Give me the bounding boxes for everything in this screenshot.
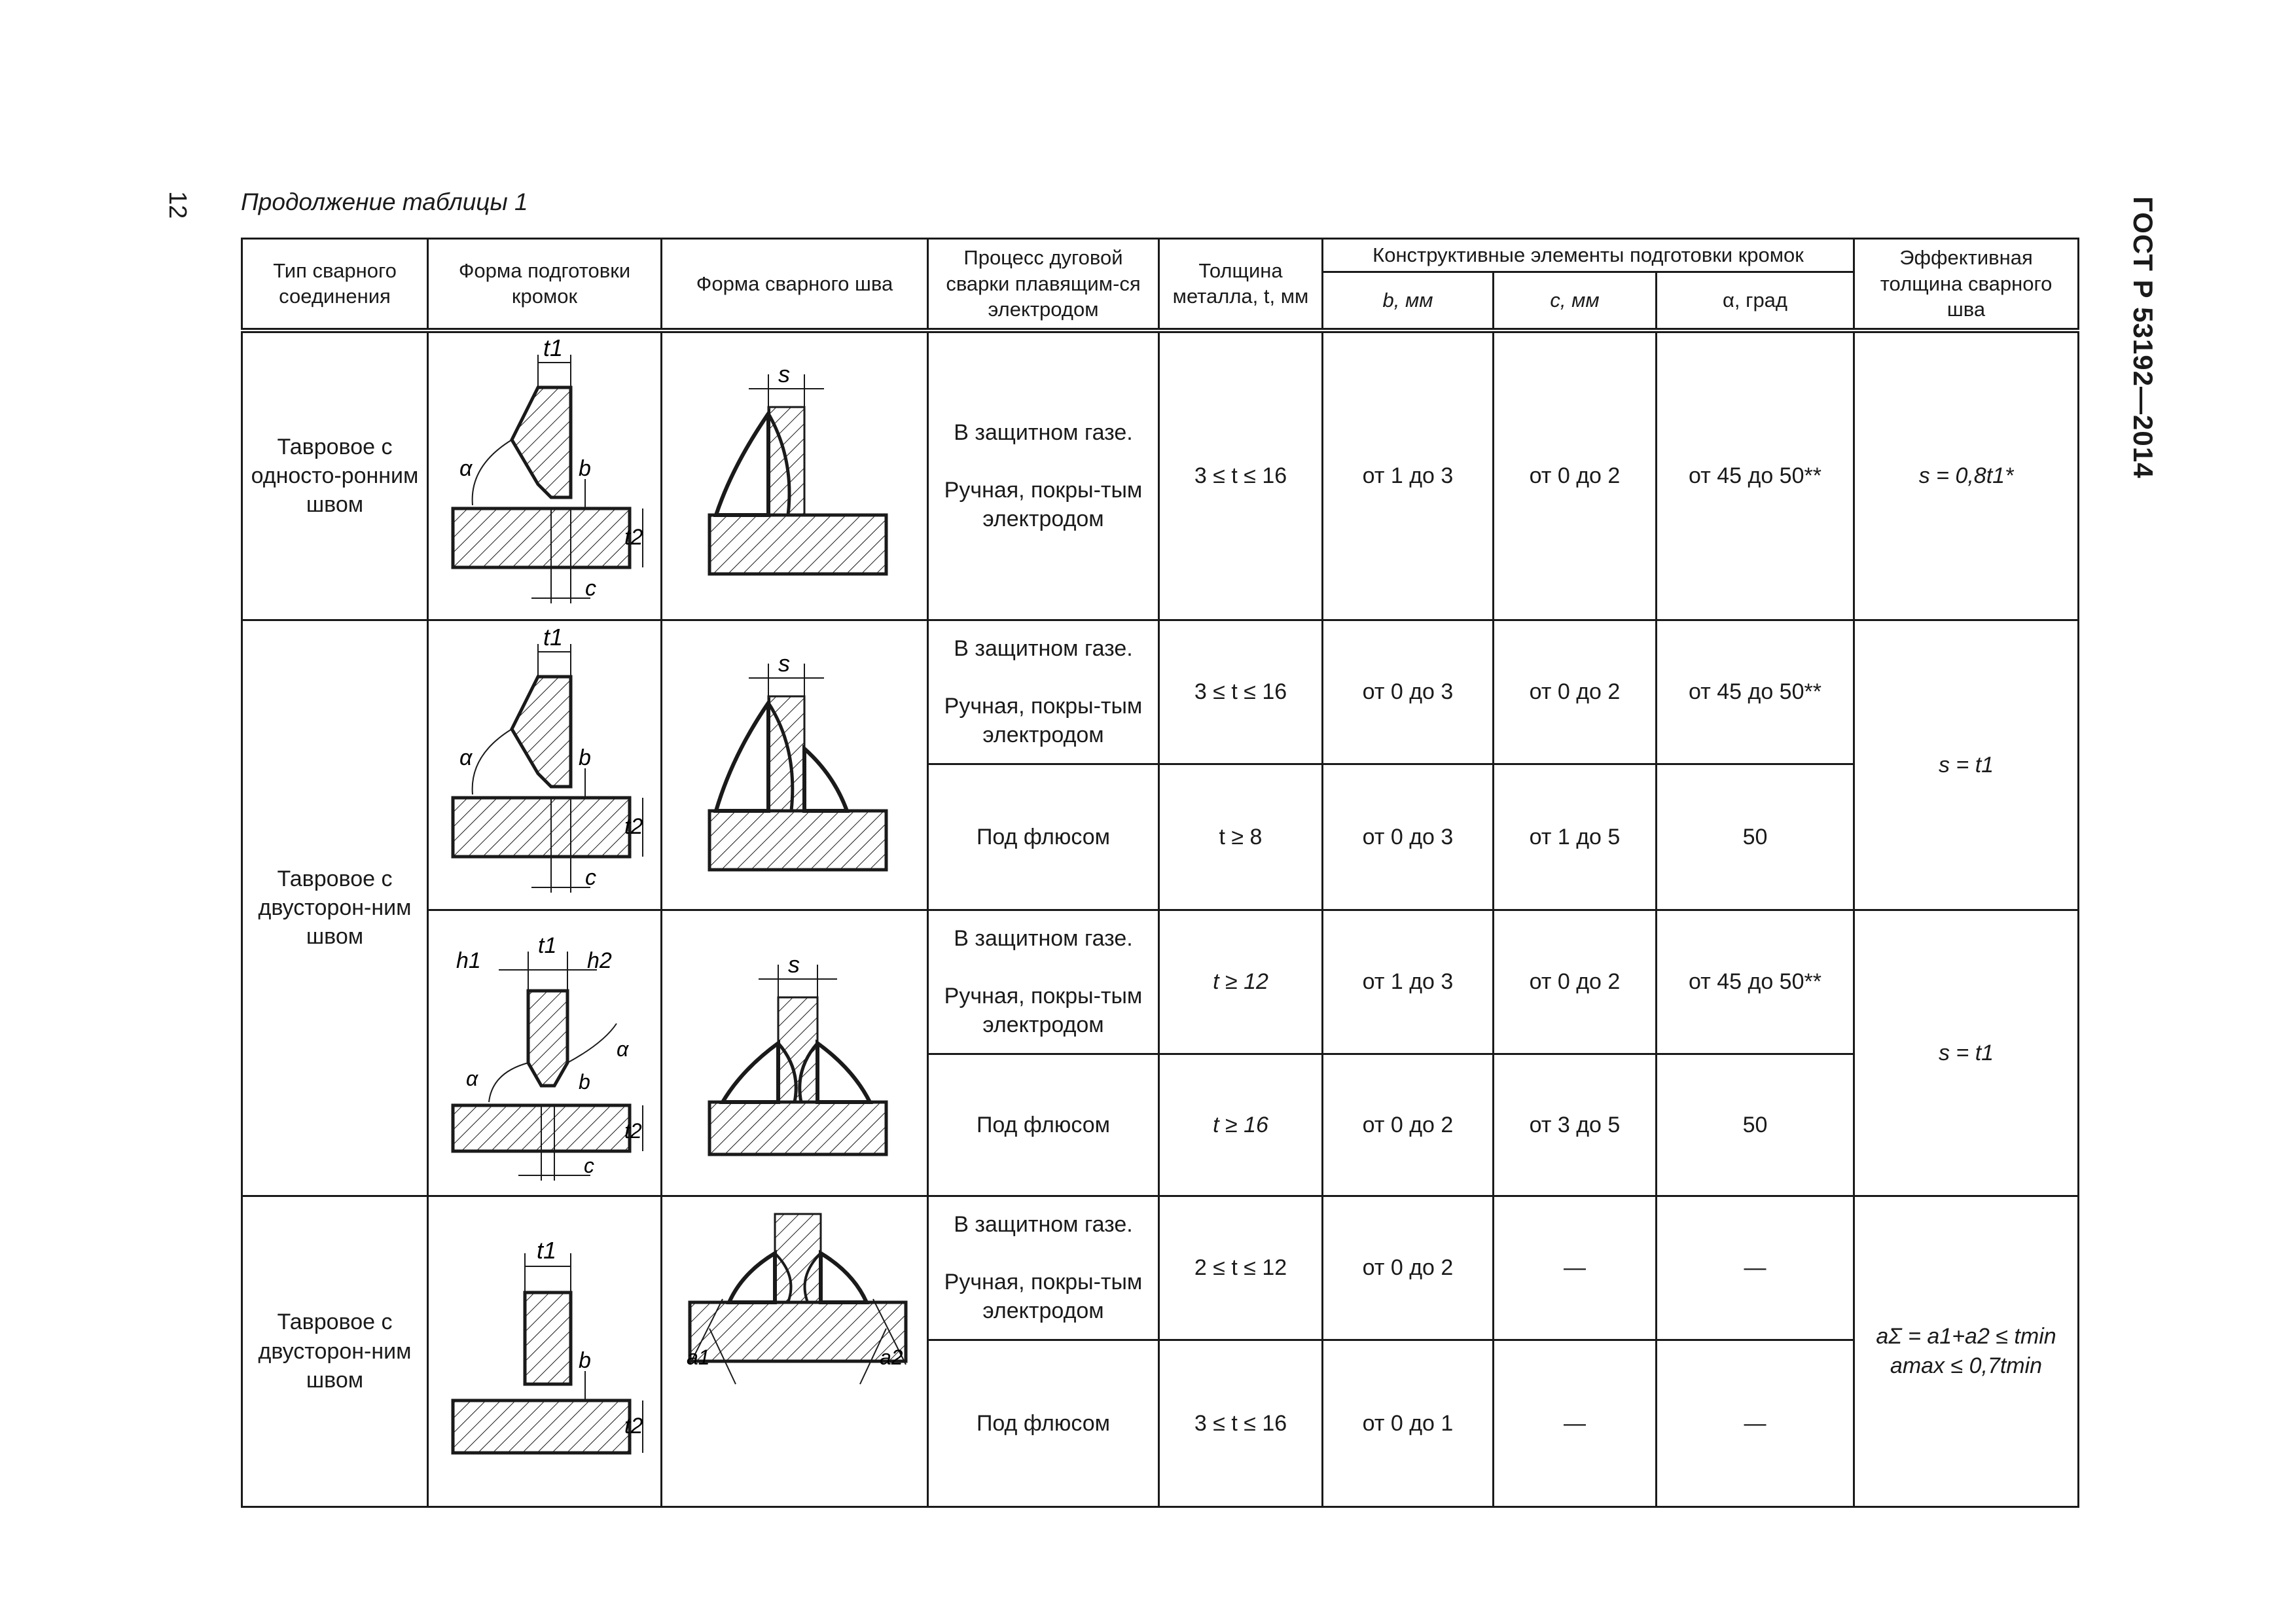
process-cell: В защитном газе. Ручная, покры-тым электродом [928, 1196, 1159, 1340]
col-b: b, мм [1323, 272, 1494, 329]
alpha-label: α [459, 745, 473, 770]
alpha-label-left: α [466, 1066, 478, 1090]
thickness-cell: 2 ≤ t ≤ 12 [1159, 1196, 1323, 1340]
t1-label: t1 [537, 1236, 557, 1264]
b-cell: от 1 до 3 [1323, 910, 1494, 1054]
c-cell: от 0 до 2 [1494, 620, 1657, 764]
process-cell: В защитном газе. Ручная, покры-тым электродом [928, 332, 1159, 620]
weld-form-figure-4 [662, 1196, 928, 1507]
table-continuation-title: Продолжение таблицы 1 [241, 188, 528, 215]
col-edge-form: Форма подготовки кромок [428, 239, 662, 329]
process-cell: Под флюсом [928, 1054, 1159, 1196]
col-thickness: Толщина металла, t, мм [1159, 239, 1323, 329]
page-number: 12 [164, 191, 191, 219]
table-row [242, 910, 2079, 1054]
alpha-cell: 50 [1657, 1054, 1854, 1196]
b-cell: от 0 до 1 [1323, 1340, 1494, 1507]
b-cell: от 0 до 2 [1323, 1196, 1494, 1340]
joint-type-cell: Тавровое с двусторон-ним швом [242, 620, 428, 1196]
h1-label: h1 [456, 948, 481, 973]
thickness-cell: t ≥ 12 [1159, 910, 1323, 1054]
edge-prep-figure-4 [428, 1196, 662, 1507]
t2-label: t2 [624, 1413, 643, 1438]
t2-label: t2 [624, 1118, 642, 1143]
alpha-cell: от 45 до 50** [1657, 332, 1854, 620]
b-cell: от 0 до 3 [1323, 620, 1494, 764]
thickness-cell: t ≥ 16 [1159, 1054, 1323, 1196]
t2-label: t2 [624, 525, 643, 550]
c-cell: от 1 до 5 [1494, 764, 1657, 910]
joint-type-cell: Тавровое с двусторон-ним швом [242, 1196, 428, 1507]
c-cell: от 0 до 2 [1494, 910, 1657, 1054]
thickness-cell: t ≥ 8 [1159, 764, 1323, 910]
alpha-cell: от 45 до 50** [1657, 620, 1854, 764]
process-cell: Под флюсом [928, 1340, 1159, 1507]
effective-cell: s = t1 [1854, 910, 2079, 1196]
standard-code: ГОСТ Р 53192—2014 [2128, 196, 2159, 479]
weld-form-figure-3 [662, 910, 928, 1196]
col-effective: Эффективная толщина сварного шва [1854, 239, 2079, 329]
alpha-cell: 50 [1657, 764, 1854, 910]
process-cell: В защитном газе. Ручная, покры-тым электродом [928, 910, 1159, 1054]
b-label: b [579, 745, 591, 770]
process-cell: В защитном газе. Ручная, покры-тым электродом [928, 620, 1159, 764]
t1-label: t1 [543, 335, 564, 362]
alpha-label-right: α [617, 1037, 629, 1061]
effective-cell: s = 0,8t1* [1854, 332, 2079, 620]
weld-joints-table [241, 238, 2079, 1508]
alpha-cell: от 45 до 50** [1657, 910, 1854, 1054]
alpha-cell: — [1657, 1340, 1854, 1507]
table-row [242, 1196, 2079, 1340]
c-label: c [584, 1153, 594, 1177]
table-row [242, 332, 2079, 620]
table-row [242, 620, 2079, 764]
t1-label: t1 [543, 624, 564, 651]
b-cell: от 1 до 3 [1323, 332, 1494, 620]
b-label: b [579, 456, 591, 482]
c-cell: от 3 до 5 [1494, 1054, 1657, 1196]
col-weld-form: Форма сварного шва [662, 239, 928, 329]
c-cell: — [1494, 1196, 1657, 1340]
t1-label: t1 [538, 933, 557, 958]
a2-label: a2 [880, 1345, 903, 1369]
col-joint-type: Тип сварного соединения [242, 239, 428, 329]
effective-cell: s = t1 [1854, 620, 2079, 910]
b-cell: от 0 до 2 [1323, 1054, 1494, 1196]
weld-form-figure-2 [662, 620, 928, 910]
b-cell: от 0 до 3 [1323, 764, 1494, 910]
c-label: c [585, 865, 596, 890]
a1-label: a1 [687, 1345, 710, 1369]
col-process: Процесс дуговой сварки плавящим-ся электродом [928, 239, 1159, 329]
edge-prep-figure-1 [428, 332, 662, 620]
effective-cell: aΣ = a1+a2 ≤ tmin amax ≤ 0,7tmin [1854, 1196, 2079, 1507]
c-cell: — [1494, 1340, 1657, 1507]
edge-prep-figure-3 [428, 910, 662, 1196]
weld-form-figure-1 [662, 332, 928, 620]
thickness-cell: 3 ≤ t ≤ 16 [1159, 1340, 1323, 1507]
alpha-cell: — [1657, 1196, 1854, 1340]
t2-label: t2 [624, 813, 643, 839]
s-label: s [778, 361, 790, 388]
edge-prep-figure-2 [428, 620, 662, 910]
thickness-cell: 3 ≤ t ≤ 16 [1159, 620, 1323, 764]
c-label: c [585, 576, 596, 601]
b-label: b [579, 1347, 591, 1373]
alpha-label: α [459, 456, 473, 482]
col-alpha: α, град [1657, 272, 1854, 329]
s-label: s [778, 649, 790, 677]
process-cell: Под флюсом [928, 764, 1159, 910]
h2-label: h2 [587, 948, 612, 973]
c-cell: от 0 до 2 [1494, 332, 1657, 620]
b-label: b [579, 1069, 590, 1094]
col-group-elements: Конструктивные элементы подготовки кромок [1323, 239, 1854, 272]
col-c: c, мм [1494, 272, 1657, 329]
thickness-cell: 3 ≤ t ≤ 16 [1159, 332, 1323, 620]
s-label: s [788, 950, 800, 978]
joint-type-cell: Тавровое с односто-ронним швом [242, 332, 428, 620]
